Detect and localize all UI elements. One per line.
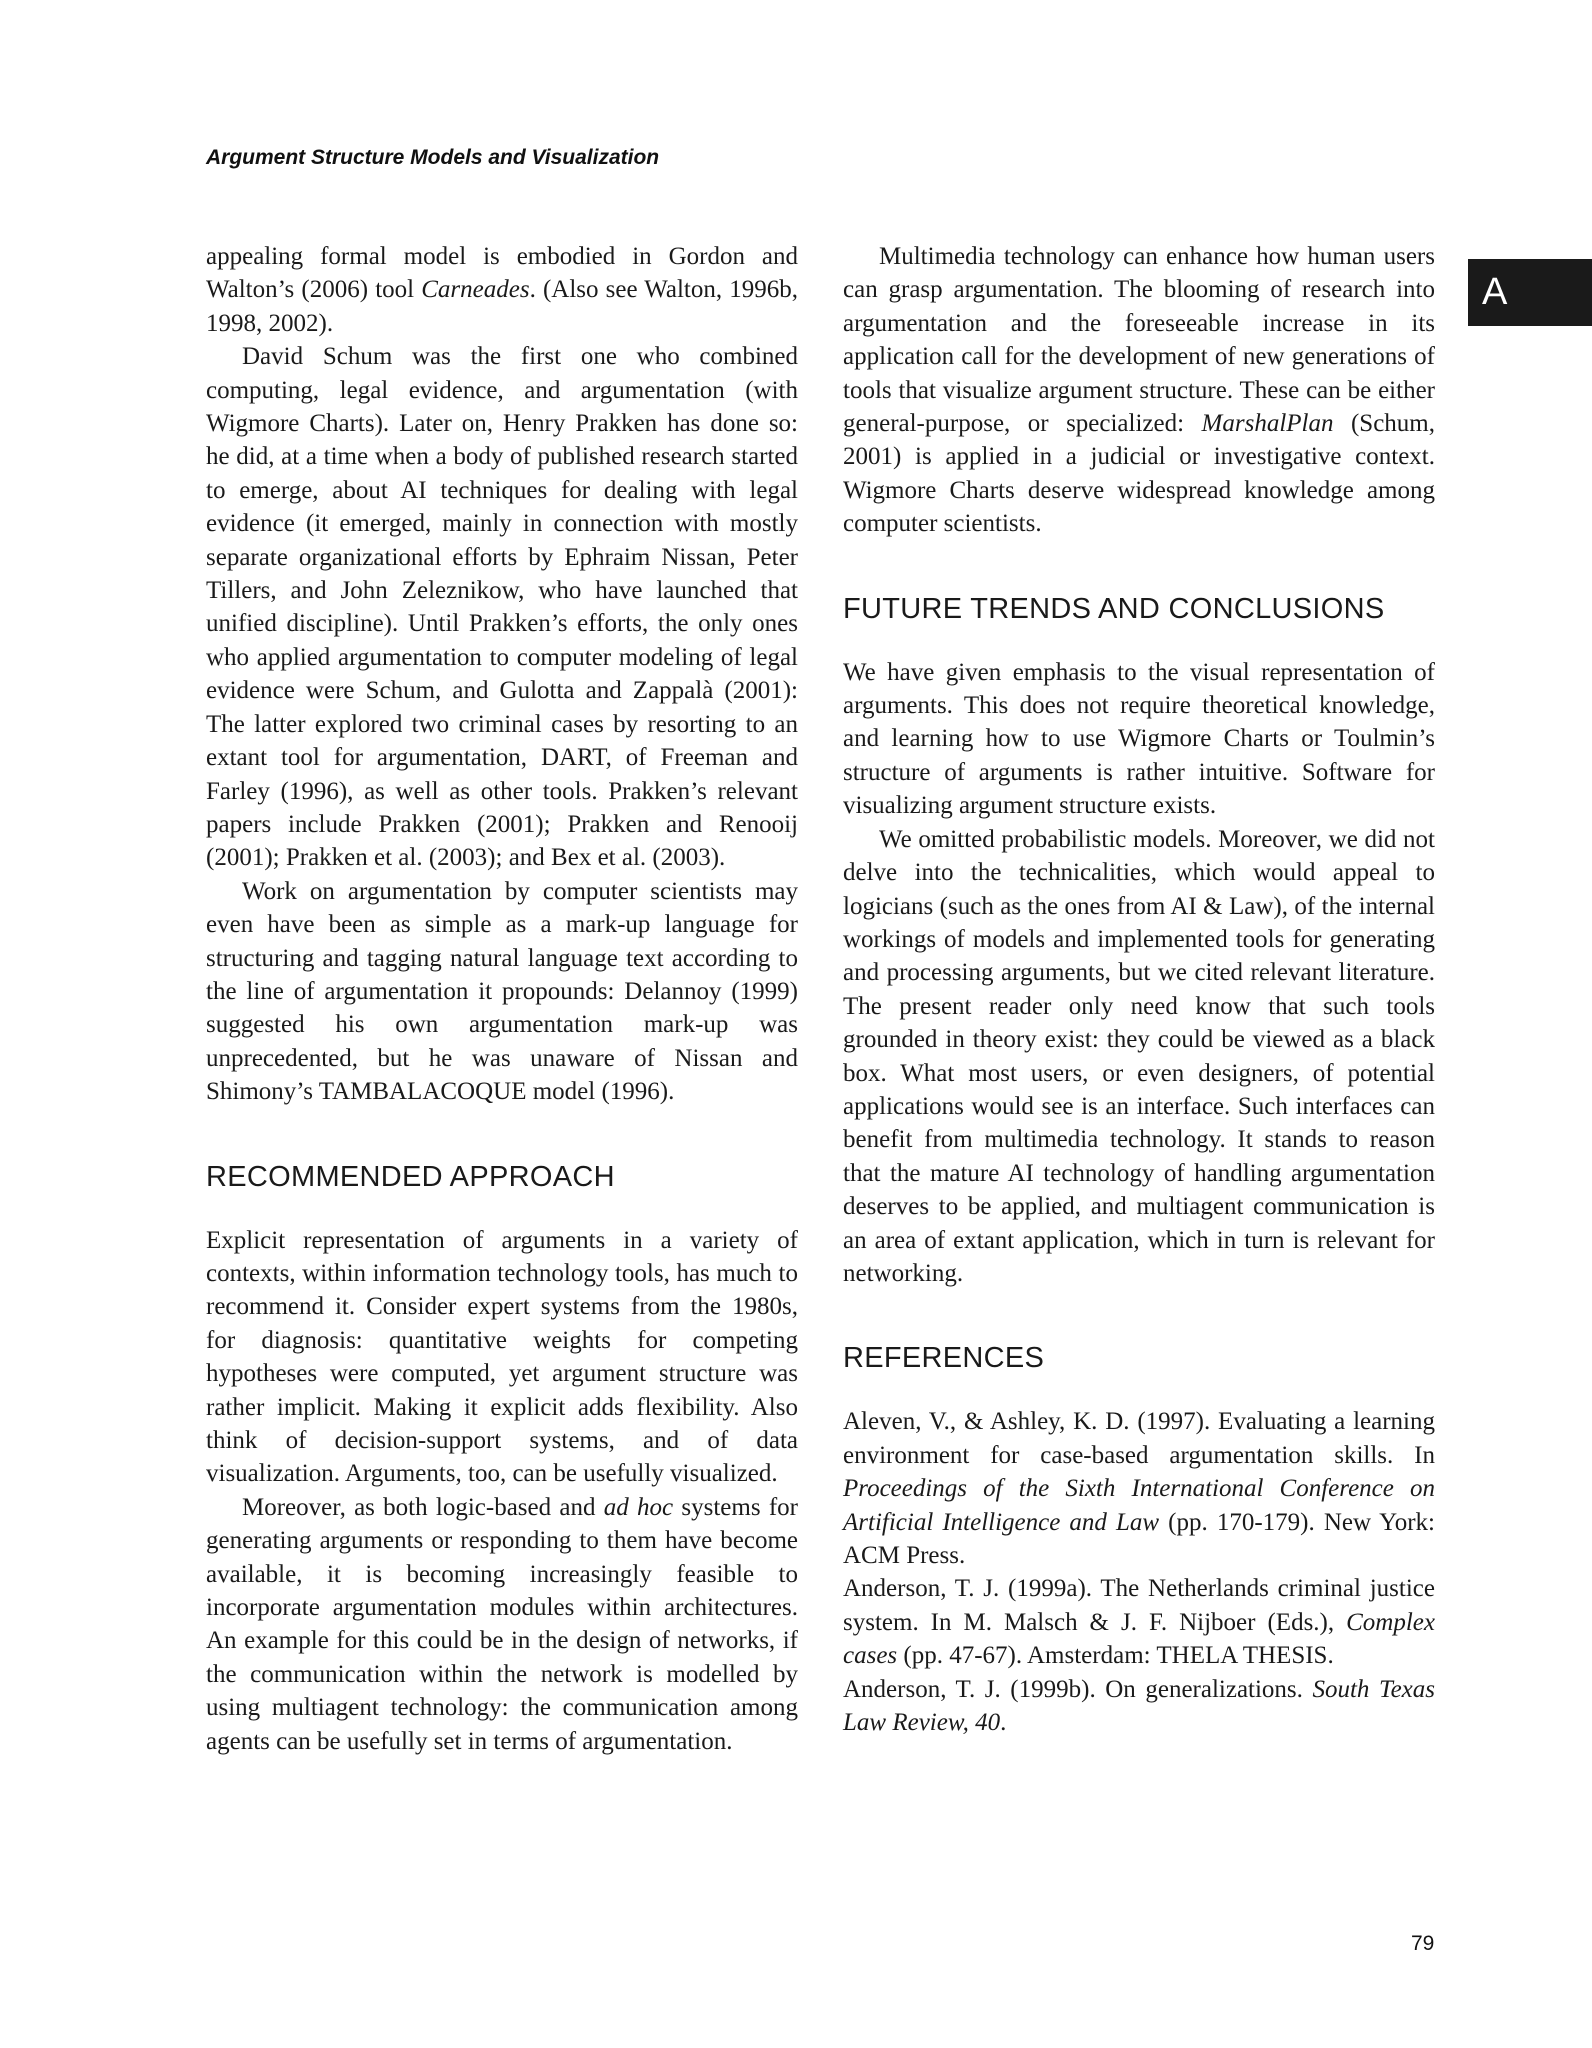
heading-recommended-approach: RECOMMENDED APPROACH: [206, 1160, 615, 1193]
left-paragraph-4: Explicit representation of arguments in a variety of contexts, within information technology tools, has much to recommend it. Consider expert systems from the 1980s, for diagnosis: quantitative weights for competing hypotheses were computed, yet argument structure was rather implicit. Making it explicit adds flexibility. Also think of decision-support systems, and of data visualization. Arguments, too, can be usefully visualized.: [206, 1226, 798, 1488]
section-thumb-tab: [1468, 259, 1592, 326]
running-head: Argument Structure Models and Visualization: [206, 146, 660, 169]
right-paragraph-3: We omitted probabilistic models. Moreover, we did not delve into the technicalities, which would appeal to logicians (such as the ones from AI & Law), of the internal workings of models and implemented tools for generating and processing arguments, but we cited relevant literature. The present reader only need know that such tools grounded in theory exist: they could be viewed as a black box. What most users, or even designers, of potential applications would see is an interface. Such interfaces can benefit from multimedia technology. It stands to reason that the mature AI technology of handling argumentation deserves to be applied, and multiagent communication is an area of extant application, which in turn is relevant for networking.: [843, 825, 1435, 1287]
heading-references: REFERENCES: [843, 1342, 1045, 1375]
right-paragraph-2: We have given emphasis to the visual representation of arguments. This does not require theoretical knowledge, and learning how to use Wigmore Charts or Toulmin’s structure of arguments is rather intuitive. Software for visualizing argument structure exists.: [843, 658, 1435, 820]
left-paragraph-1: appealing formal model is embodied in Gordon and Walton’s (2006) tool Carneades. (Also see Walton, 1996b, 1998, 2002).: [206, 243, 798, 337]
page-number: 79: [1411, 1932, 1435, 1955]
left-paragraph-3: Work on argumentation by computer scientists may even have been as simple as a mark-up language for structuring and tagging natural language text according to the line of argumentation it propounds: Delannoy (1999) suggested his own argumentation mark-up was unprecedented, but he was unaware of Nissan and Shimony’s TAMBALACOQUE model (1996).: [206, 877, 798, 1106]
thumb-tab-letter: A: [1482, 271, 1508, 313]
heading-future-trends: FUTURE TRENDS AND CONCLUSIONS: [843, 592, 1385, 625]
left-paragraph-5: Moreover, as both logic-based and ad hoc systems for generating arguments or responding to them have become available, it is becoming increasingly feasible to incorporate argumentation modules within architectures. An example for this could be in the design of networks, if the communication within the network is modelled by using multiagent technology: the communication among agents can be usefully set in terms of argumentation.: [206, 1493, 798, 1755]
left-column: [206, 240, 798, 1758]
reference-anderson-1999a: Anderson, T. J. (1999a). The Netherlands criminal justice system. In M. Malsch & J. F. Nijboer (Eds.), Complex cases (pp. 47-67). Amsterdam: THELA THESIS.: [843, 1575, 1435, 1670]
left-paragraph-2: David Schum was the first one who combined computing, legal evidence, and argumentation (with Wigmore Charts). Later on, Henry Prakken has done so: he did, at a time when a body of published research started to emerge, about AI techniques for dealing with legal evidence (it emerged, mainly in connection with mostly separate organizational efforts by Ephraim Nissan, Peter Tillers, and John Zeleznikow, who have launched that unified discipline). Until Prakken’s efforts, the only ones who applied argumentation to computer modeling of legal evidence were Schum, and Gulotta and Zappalà (2001): The latter explored two criminal cases by resorting to an extant tool for argumentation, DART, of Freeman and Farley (1996), as well as other tools. Prakken’s relevant papers include Prakken (2001); Prakken and Renooij (2001); Prakken et al. (2003); and Bex et al. (2003).: [206, 343, 798, 872]
reference-anderson-1999b: Anderson, T. J. (1999b). On generalizations. South Texas Law Review, 40.: [843, 1675, 1435, 1737]
reference-aleven-1997: Aleven, V., & Ashley, K. D. (1997). Evaluating a learning environment for case-based argumentation skills. In Proceedings of the Sixth International Conference on Artificial Intelligence and Law (pp. 170-179). New York: ACM Press.: [843, 1408, 1435, 1569]
right-paragraph-1: Multimedia technology can enhance how human users can grasp argumentation. The blooming of research into argumentation and the foreseeable increase in its application call for the development of new generations of tools that visualize argument structure. These can be either general-purpose, or specialized: MarshalPlan (Schum, 2001) is applied in a judicial or investigative context. Wigmore Charts deserve widespread knowledge among computer scientists.: [843, 243, 1435, 538]
right-column: [843, 240, 1435, 1739]
